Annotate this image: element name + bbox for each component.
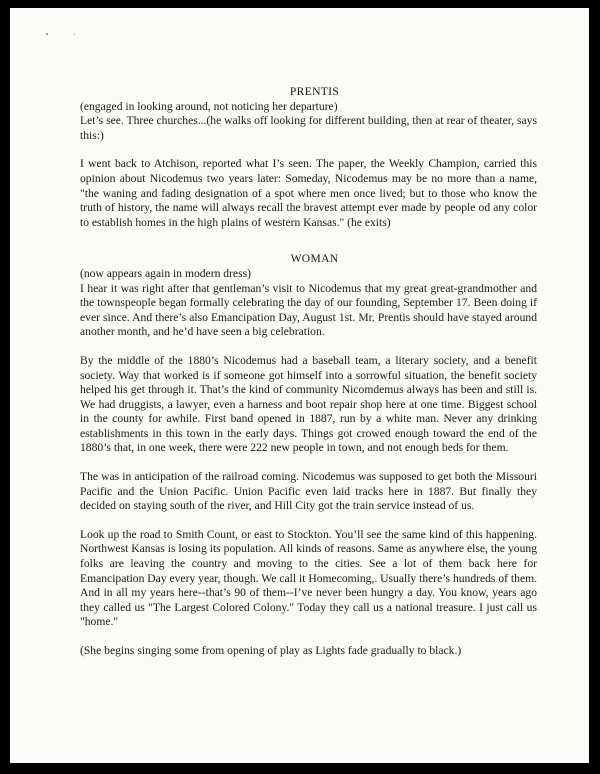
dialogue-paragraph: Look up the road to Smith Count, or east to Stockton. You’ll see the same kind of this happening. Northwest Kansas is losing its population. All kinds of reasons. Same as anywhere else, the young folks are leaving the country and moving to the cities. See a lot of them back here for Emancipation Day every year, though. We call it Homecoming,. Usually there’s hundreds of them. And in all my years here--that’s 90 of them--I’ve never been hungry a day. You know, years ago they called us "The Largest Colored Colony." Today they call us a national treasure. I just call us "home."	[80, 527, 537, 629]
paper-speck	[74, 34, 75, 35]
script-text	[80, 85, 537, 659]
speaker-prentis: PRENTIS	[289, 85, 340, 98]
document-page	[10, 8, 589, 763]
dialogue-paragraph: I went back to Atchison, reported what I’s seen. The paper, the Weekly Champion, carried this opinion about Nicodemus two years later: Someday, Nicodemus may be no more than a name, "the waning and fading designation of a spot where men once lived; but to those who know the truth of history, the name will always recall the bravest attempt ever made by people od any color to establish homes in the high plains of western Kansas." (he exits)	[80, 157, 537, 229]
dialogue-paragraph: The was in anticipation of the railroad coming. Nicodemus was supposed to get both the Missouri Pacific and the Union Pacific. Union Pacific even laid tracks here in 1887. But finally they decided on staying south of the river, and Hill City got the train service instead of us.	[80, 470, 537, 513]
dialogue-paragraph: By the middle of the 1880’s Nicodemus had a baseball team, a literary society, and a benefit society. Way that worked is if someone got himself into a sorrowful situation, the benefit society helped his get through it. That’s the kind of community Nicomdemus always has been and still is. We had druggists, a lawyer, even a harness and boot repair shop here at one time. Biggest school in the county for awhile. First band opened in 1887, run by a white man. Never any drinking establishments in this town in the early days. Things got crowed enough toward the end of the 1880’s that, in one week, there were 222 new people in town, and not enough beds for them.	[80, 353, 537, 455]
paper-speck	[46, 33, 48, 35]
stage-direction: (engaged in looking around, not noticing her departure)	[80, 99, 338, 113]
dialogue-paragraph: Let’s see. Three churches...(he walks off looking for different building, then at rear of theater, says this:)	[80, 114, 537, 142]
closing-stage-direction: (She begins singing some from opening of play as Lights fade gradually to black.)	[80, 644, 462, 657]
speaker-woman: WOMAN	[290, 252, 339, 266]
dialogue-paragraph: I hear it was right after that gentleman’s visit to Nicodemus that my great great-grandmother and the townspeople began formally celebrating the day of our founding, September 17. Been doing if ever since. And there’s also Emancipation Day, August 1st. Mr. Prentis should have stayed around another month, and he’d have seen a big celebration.	[80, 281, 537, 339]
stage-direction: (now appears again in modern dress)	[80, 266, 251, 280]
